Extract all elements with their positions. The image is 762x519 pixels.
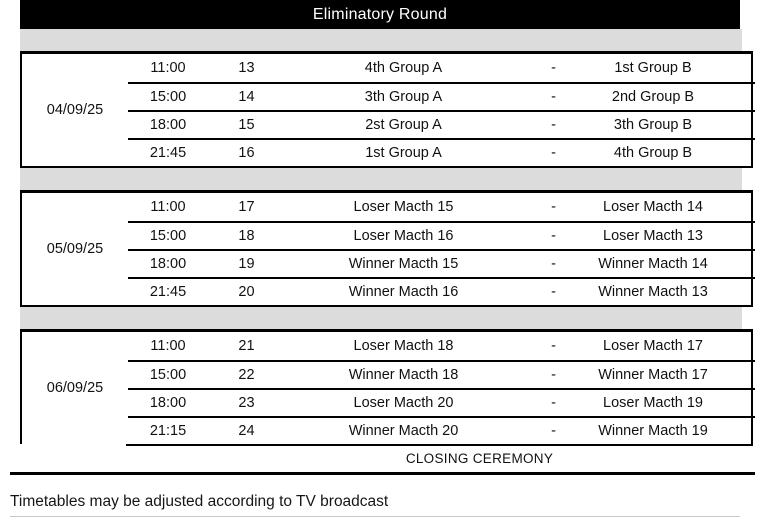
match-number: 15 [208, 110, 285, 138]
home-team: Winner Macth 20 [285, 416, 522, 444]
away-team: Loser Macth 17 [603, 338, 703, 354]
row-tail [721, 416, 755, 444]
match-time: 21:45 [128, 277, 208, 305]
divider-fill [20, 29, 742, 51]
away-team: 4th Group B [585, 138, 721, 166]
round-title-bar [20, 0, 740, 29]
match-time: 11:00 [150, 199, 186, 215]
home-team: Loser Macth 15 [353, 199, 454, 215]
away-team: Loser Macth 13 [585, 221, 721, 249]
vs-dash: - [522, 221, 585, 249]
row-tail [721, 249, 755, 277]
away-team: Loser Macth 14 [603, 199, 703, 215]
away-team: Winner Macth 13 [585, 277, 721, 305]
match-time: 21:15 [128, 416, 208, 444]
day-section-3 [20, 332, 753, 444]
away-team: 2nd Group B [585, 82, 721, 110]
match-number: 19 [208, 249, 285, 277]
match-number: 14 [208, 82, 285, 110]
date-label: 04/09/25 [46, 102, 104, 118]
away-team: 1st Group B [614, 60, 692, 76]
row-tail [721, 388, 755, 416]
section-divider [20, 166, 753, 193]
vs-dash: - [551, 60, 556, 76]
match-time: 11:00 [150, 60, 186, 76]
row-tail [721, 332, 755, 360]
schedule-table [20, 0, 753, 470]
away-team: Winner Macth 19 [585, 416, 721, 444]
match-time: 18:00 [128, 110, 208, 138]
row-tail [721, 54, 755, 82]
match-number: 22 [208, 360, 285, 388]
vs-dash: - [522, 82, 585, 110]
closing-ceremony-row [20, 444, 753, 470]
home-team: Loser Macth 16 [285, 221, 522, 249]
match-time: 21:45 [128, 138, 208, 166]
vs-dash: - [522, 360, 585, 388]
match-time: 18:00 [128, 388, 208, 416]
match-time: 15:00 [128, 82, 208, 110]
closing-ceremony-label: CLOSING CEREMONY [206, 444, 753, 470]
match-time: 15:00 [128, 360, 208, 388]
away-team: Winner Macth 14 [585, 249, 721, 277]
vs-dash: - [522, 416, 585, 444]
home-team: Loser Macth 20 [285, 388, 522, 416]
vs-dash: - [522, 277, 585, 305]
match-time: 15:00 [128, 221, 208, 249]
vs-dash: - [551, 199, 556, 215]
divider-fill [20, 168, 742, 190]
home-team: Loser Macth 18 [353, 338, 454, 354]
match-number: 18 [208, 221, 285, 249]
round-title: Eliminatory Round [312, 5, 448, 23]
home-team: Winner Macth 18 [285, 360, 522, 388]
away-team: Winner Macth 17 [585, 360, 721, 388]
home-team: 3th Group A [285, 82, 522, 110]
closing-spacer [126, 444, 206, 470]
page-edge-line [10, 516, 740, 517]
row-tail [721, 82, 755, 110]
match-number: 20 [208, 277, 285, 305]
closing-spacer [20, 444, 126, 470]
row-tail [721, 138, 755, 166]
match-number: 23 [208, 388, 285, 416]
row-tail [721, 221, 755, 249]
section-divider [20, 29, 753, 54]
home-team: Winner Macth 15 [285, 249, 522, 277]
away-team: 3th Group B [585, 110, 721, 138]
match-time: 18:00 [128, 249, 208, 277]
section-divider [20, 305, 753, 332]
match-number: 17 [238, 199, 255, 215]
date-label: 06/09/25 [46, 380, 104, 396]
match-number: 16 [208, 138, 285, 166]
match-number: 24 [208, 416, 285, 444]
vs-dash: - [522, 249, 585, 277]
match-number: 21 [238, 338, 255, 354]
table-bottom-rule [10, 472, 755, 475]
match-number: 13 [238, 60, 255, 76]
vs-dash: - [522, 388, 585, 416]
day-section-1 [20, 54, 753, 166]
footer-note: Timetables may be adjusted according to TV broadcast [10, 493, 389, 510]
vs-dash: - [522, 138, 585, 166]
row-tail [721, 110, 755, 138]
home-team: 2st Group A [285, 110, 522, 138]
day-section-2 [20, 193, 753, 305]
divider-fill [20, 307, 742, 329]
date-label: 05/09/25 [46, 241, 104, 257]
home-team: 1st Group A [285, 138, 522, 166]
row-tail [721, 193, 755, 221]
vs-dash: - [551, 338, 556, 354]
home-team: 4th Group A [364, 60, 443, 76]
row-tail [721, 277, 755, 305]
match-time: 11:00 [150, 338, 186, 354]
vs-dash: - [522, 110, 585, 138]
home-team: Winner Macth 16 [285, 277, 522, 305]
row-tail [721, 360, 755, 388]
away-team: Loser Macth 19 [585, 388, 721, 416]
